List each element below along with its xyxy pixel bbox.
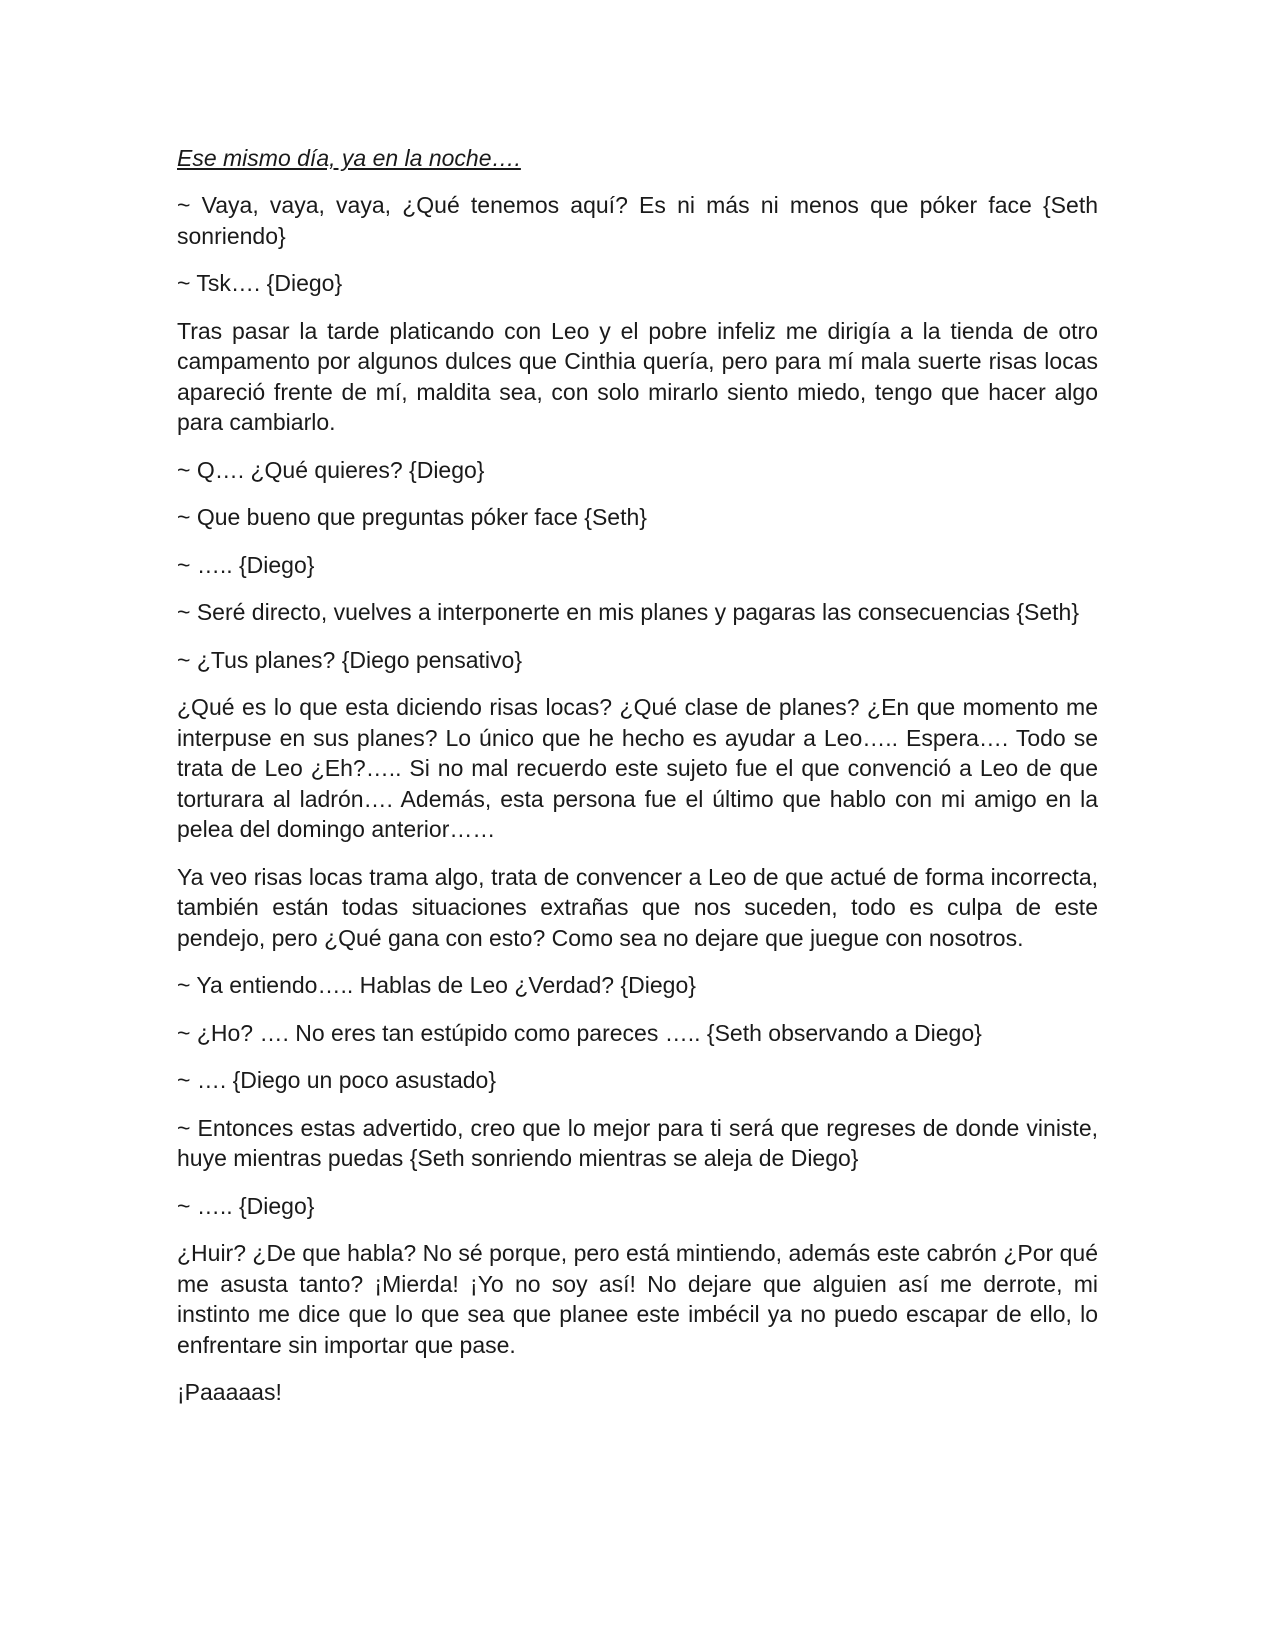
dialogue-line: ~ Tsk…. {Diego}: [177, 270, 343, 296]
dialogue-line: ~ Entonces estas advertido, creo que lo mejor para ti será que regreses de donde viniste, huye mientras puedas {Seth sonriendo mientras se aleja de Diego}: [177, 1114, 1098, 1171]
narration-paragraph: ¿Qué es lo que esta diciendo risas locas? ¿Qué clase de planes? ¿En que momento me interpuse en sus planes? Lo único que he hecho es ayudar a Leo….. Espera…. Todo se trata de Leo ¿Eh?….. Si no mal recuerdo este sujeto fue el que convenció a Leo de que torturara al ladrón…. Además, esta persona fue el último que hablo con mi amigo en la pelea del domingo anterior……: [177, 694, 1098, 842]
dialogue-line: ~ Que bueno que preguntas póker face {Seth}: [177, 504, 647, 530]
dialogue-line: ~ ….. {Diego}: [177, 551, 315, 578]
narration-paragraph: Tras pasar la tarde platicando con Leo y el pobre infeliz me dirigía a la tienda de otro campamento por algunos dulces que Cinthia quería, pero para mí mala suerte risas locas apareció frente de mí, maldita sea, con solo mirarlo siento miedo, tengo que hacer algo para cambiarlo.: [177, 317, 1098, 435]
dialogue-line: ~ Ya entiendo….. Hablas de Leo ¿Verdad? {Diego}: [177, 972, 696, 998]
dialogue-line: ~ …. {Diego un poco asustado}: [177, 1067, 497, 1093]
narration-paragraph: Ya veo risas locas trama algo, trata de convencer a Leo de que actué de forma incorrecta, también están todas situaciones extrañas que nos suceden, todo es culpa de este pendejo, pero ¿Qué gana con esto? Como sea no dejare que juegue con nosotros.: [177, 863, 1098, 951]
dialogue-line: ~ ¿Ho? …. No eres tan estúpido como pareces ….. {Seth observando a Diego}: [177, 1019, 982, 1046]
closing-line: ¡Paaaaas!: [177, 1379, 282, 1405]
document-page: [177, 143, 1098, 1408]
dialogue-line: ~ ¿Tus planes? {Diego pensativo}: [177, 646, 523, 673]
section-heading: Ese mismo día, ya en la noche….: [177, 145, 521, 171]
dialogue-line: ~ Vaya, vaya, vaya, ¿Qué tenemos aquí? Es ni más ni menos que póker face {Seth sonriendo}: [177, 192, 1098, 249]
narration-paragraph: ¿Huir? ¿De que habla? No sé porque, pero está mintiendo, además este cabrón ¿Por qué me asusta tanto? ¡Mierda! ¡Yo no soy así! No dejare que alguien así me derrote, mi instinto me dice que lo que sea que planee este imbécil ya no puedo escapar de ello, lo enfrentare sin importar que pase.: [177, 1240, 1098, 1358]
dialogue-line: ~ Q…. ¿Qué quieres? {Diego}: [177, 456, 485, 483]
dialogue-line: ~ ….. {Diego}: [177, 1192, 315, 1219]
dialogue-line: ~ Seré directo, vuelves a interponerte en mis planes y pagaras las consecuencias {Seth}: [177, 599, 1080, 625]
